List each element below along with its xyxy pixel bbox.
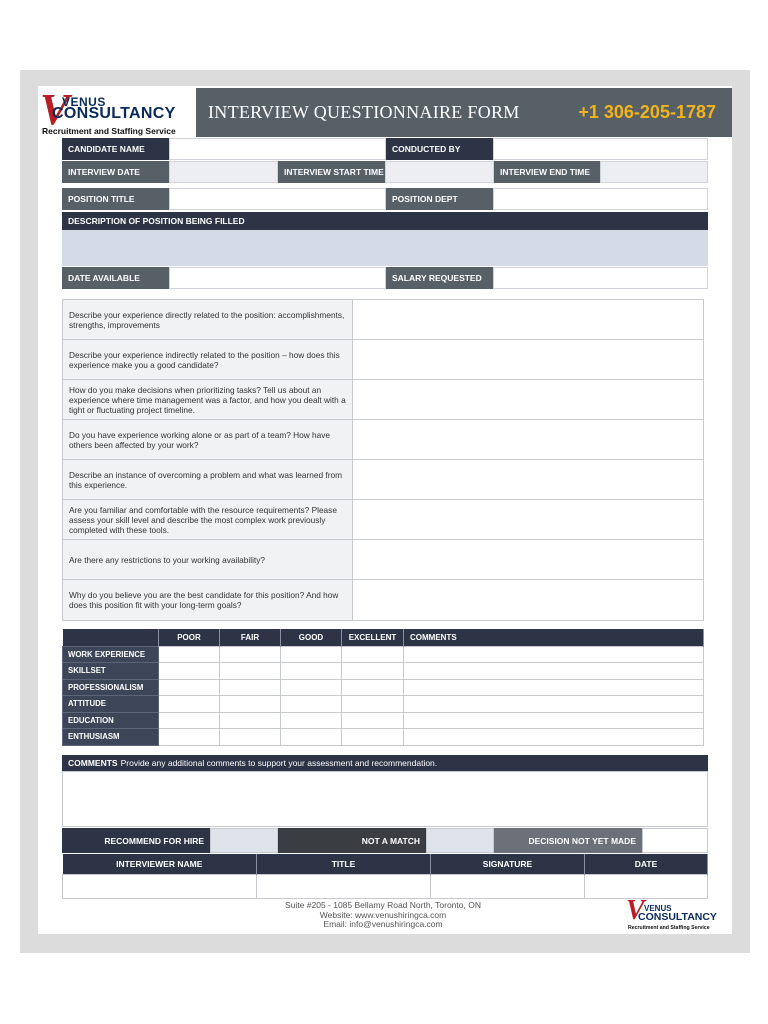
- signature-header-row: [63, 854, 708, 874]
- question-text: Are there any restrictions to your working availability?: [63, 540, 353, 579]
- rating-corner: [63, 629, 159, 646]
- footer-logo-tagline: Recruitment and Staffing Service: [628, 925, 710, 931]
- rating-row-label: EDUCATION: [63, 712, 159, 729]
- rating-comment-cell[interactable]: [404, 663, 704, 680]
- rating-cell[interactable]: [159, 729, 220, 746]
- rating-table: [62, 629, 704, 746]
- label-interview-start-time: INTERVIEW START TIME: [278, 161, 385, 183]
- answer-field[interactable]: [353, 460, 703, 499]
- rating-cell[interactable]: [342, 679, 404, 696]
- rating-cell[interactable]: [220, 646, 281, 663]
- answer-field[interactable]: [353, 580, 703, 620]
- position-dept-field[interactable]: [493, 188, 708, 210]
- question-text: Describe your experience directly related to the position: accomplishments, strengths, improvements: [63, 300, 353, 339]
- rating-comment-cell[interactable]: [404, 679, 704, 696]
- rating-col-comments: COMMENTS: [404, 629, 704, 646]
- answer-field[interactable]: [353, 340, 703, 379]
- rating-cell[interactable]: [220, 712, 281, 729]
- comments-header: [62, 755, 708, 771]
- rating-cell[interactable]: [281, 663, 342, 680]
- interviewer-title-field[interactable]: [257, 874, 431, 898]
- rating-comment-cell[interactable]: [404, 729, 704, 746]
- question-row: [63, 500, 703, 540]
- question-row: [63, 300, 703, 340]
- candidate-name-field[interactable]: [169, 138, 386, 160]
- description-field[interactable]: [62, 230, 708, 266]
- rating-cell[interactable]: [159, 646, 220, 663]
- label-date-available: DATE AVAILABLE: [62, 267, 169, 289]
- rating-cell[interactable]: [281, 712, 342, 729]
- conducted-by-field[interactable]: [493, 138, 708, 160]
- recommendation-row: [62, 828, 708, 853]
- label-interview-end-time: INTERVIEW END TIME: [494, 161, 600, 183]
- rating-cell[interactable]: [342, 646, 404, 663]
- rating-row: [63, 646, 704, 663]
- question-row: [63, 380, 703, 420]
- rating-cell[interactable]: [159, 663, 220, 680]
- phone-number[interactable]: +1 306-205-1787: [578, 102, 716, 122]
- rating-row: [63, 729, 704, 746]
- rating-cell[interactable]: [159, 712, 220, 729]
- footer-website[interactable]: Website: www.venushiringca.com: [319, 909, 447, 920]
- label-candidate-name: CANDIDATE NAME: [62, 138, 169, 160]
- signature-row: [63, 874, 708, 898]
- footer-logo-mark: V: [626, 895, 645, 926]
- signature-table: [62, 854, 708, 899]
- rating-col-good: GOOD: [281, 629, 342, 646]
- question-row: [63, 460, 703, 500]
- sig-col-date: DATE: [585, 854, 708, 874]
- question-text: Describe an instance of overcoming a problem and what was learned from this experience.: [63, 460, 353, 499]
- signature-date-field[interactable]: [585, 874, 708, 898]
- label-conducted-by: CONDUCTED BY: [386, 138, 493, 160]
- rating-cell[interactable]: [281, 696, 342, 713]
- answer-field[interactable]: [353, 420, 703, 459]
- description-header: DESCRIPTION OF POSITION BEING FILLED: [62, 212, 708, 230]
- not-match-label: NOT A MATCH: [278, 828, 426, 853]
- sig-col-signature: SIGNATURE: [431, 854, 585, 874]
- label-interview-date: INTERVIEW DATE: [62, 161, 169, 183]
- interview-end-time-field[interactable]: [600, 161, 708, 183]
- question-text: Why do you believe you are the best candidate for this position? And how does this position fit with your long-term goals?: [63, 580, 353, 620]
- form-title: INTERVIEW QUESTIONNAIRE FORM: [208, 102, 520, 122]
- brand-logo: [38, 86, 198, 138]
- rating-row: [63, 679, 704, 696]
- undecided-label: DECISION NOT YET MADE: [494, 828, 642, 853]
- rating-cell[interactable]: [220, 679, 281, 696]
- footer-contact: [238, 901, 528, 930]
- recommend-label: RECOMMEND FOR HIRE: [62, 828, 210, 853]
- answer-field[interactable]: [353, 540, 703, 579]
- question-row: [63, 340, 703, 380]
- logo-name-line2: CONSULTANCY: [52, 105, 176, 122]
- position-title-field[interactable]: [169, 188, 386, 210]
- sig-col-interviewer-name: INTERVIEWER NAME: [63, 854, 257, 874]
- rating-cell[interactable]: [342, 712, 404, 729]
- footer-logo-name2: CONSULTANCY: [638, 911, 717, 923]
- rating-cell[interactable]: [281, 729, 342, 746]
- rating-cell[interactable]: [220, 663, 281, 680]
- question-row: [63, 580, 703, 620]
- rating-row: [63, 712, 704, 729]
- rating-row-label: ATTITUDE: [63, 696, 159, 713]
- question-text: Do you have experience working alone or as part of a team? How have others been affected by your work?: [63, 420, 353, 459]
- interview-date-field[interactable]: [169, 161, 278, 183]
- signature-field[interactable]: [431, 874, 585, 898]
- question-row: [63, 540, 703, 580]
- answer-field[interactable]: [353, 380, 703, 419]
- rating-cell[interactable]: [281, 679, 342, 696]
- rating-cell[interactable]: [342, 696, 404, 713]
- logo-tagline: Recruitment and Staffing Service: [42, 126, 176, 136]
- rating-col-fair: FAIR: [220, 629, 281, 646]
- sig-col-title: TITLE: [257, 854, 431, 874]
- comments-field[interactable]: [62, 771, 708, 827]
- rating-cell[interactable]: [220, 696, 281, 713]
- question-text: Describe your experience indirectly related to the position – how does this experience make you a good candidate?: [63, 340, 353, 379]
- rating-comment-cell[interactable]: [404, 646, 704, 663]
- question-text: Are you familiar and comfortable with the resource requirements? Please assess your skill level and describe the most complex work previously completed with these tools.: [63, 500, 353, 539]
- undecided-checkbox[interactable]: [642, 828, 708, 853]
- question-row: [63, 420, 703, 460]
- form-page: [38, 86, 732, 934]
- comments-instructions: Provide any additional comments to support your assessment and recommendation.: [120, 758, 438, 768]
- rating-comment-cell[interactable]: [404, 712, 704, 729]
- footer-logo: [626, 895, 730, 934]
- comments-label: COMMENTS: [68, 758, 118, 768]
- rating-row-label: SKILLSET: [63, 663, 159, 680]
- rating-cell[interactable]: [342, 729, 404, 746]
- date-available-field[interactable]: [169, 267, 386, 289]
- label-position-title: POSITION TITLE: [62, 188, 169, 210]
- not-match-checkbox[interactable]: [426, 828, 494, 853]
- rating-cell[interactable]: [159, 679, 220, 696]
- rating-cell[interactable]: [159, 696, 220, 713]
- salary-requested-field[interactable]: [493, 267, 708, 289]
- rating-row-label: ENTHUSIASM: [63, 729, 159, 746]
- rating-row-label: PROFESSIONALISM: [63, 679, 159, 696]
- interviewer-name-field[interactable]: [63, 874, 257, 898]
- recommend-checkbox[interactable]: [210, 828, 278, 853]
- title-band: [196, 88, 732, 137]
- footer-logo-name1: VENUS: [644, 904, 672, 913]
- rating-row-label: WORK EXPERIENCE: [63, 646, 159, 663]
- logo-name-line1: VENUS: [62, 95, 106, 109]
- interview-start-time-field[interactable]: [385, 161, 494, 183]
- logo-mark: V: [40, 85, 70, 134]
- answer-field[interactable]: [353, 300, 703, 339]
- footer-address: Suite #205 - 1085 Bellamy Road North, Toronto, ON: [285, 900, 481, 910]
- question-text: How do you make decisions when prioritizing tasks? Tell us about an experience where time management was a factor, and how you dealt with a tight or fluctuating project timeline.: [63, 380, 353, 419]
- rating-comment-cell[interactable]: [404, 696, 704, 713]
- rating-row: [63, 663, 704, 680]
- label-position-dept: POSITION DEPT: [386, 188, 493, 210]
- rating-col-poor: POOR: [159, 629, 220, 646]
- rating-col-excellent: EXCELLENT: [342, 629, 404, 646]
- rating-cell[interactable]: [342, 663, 404, 680]
- label-salary-requested: SALARY REQUESTED: [386, 267, 493, 289]
- footer-email[interactable]: Email: info@venushiringca.com: [323, 919, 443, 929]
- rating-cell[interactable]: [220, 729, 281, 746]
- rating-cell[interactable]: [281, 646, 342, 663]
- answer-field[interactable]: [353, 500, 703, 539]
- rating-header-row: [63, 629, 704, 646]
- rating-row: [63, 696, 704, 713]
- questions-table: [62, 299, 704, 621]
